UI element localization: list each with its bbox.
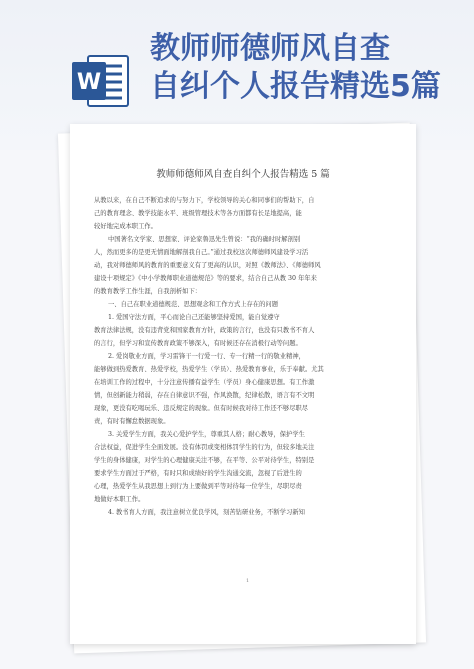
document-body	[94, 194, 394, 519]
paragraph-line: 动，我对师德师风的教育的重要意义有了更高的认识，对照《教师法》、《师德师风	[94, 262, 321, 269]
paragraph-line: 能够做到热爱教育、热爱学校，热爱学生（学员）、热爱教育事业，乐于奉献。尤其	[94, 366, 324, 373]
paragraph-line: 现象，更没有吃喝玩乐、违反规定的现象。但有时候我对待工作还不够尽职尽	[94, 405, 309, 412]
paragraph-line: 较好地完成本职工作。	[94, 223, 157, 230]
paragraph-line: 的教育教学工作生涯，自我剖析如下：	[94, 288, 202, 295]
paragraph-line: 心理，热爱学生从我思想上到行为上要做到平等对待每一位学生，尽职尽责	[94, 483, 302, 490]
paragraph-line: 4. 教书育人方面，我注意树立优良学风，刻苦钻研业务，不断学习新知	[108, 509, 305, 516]
paragraph-line: 在培训工作的过程中，十分注意传播有益学生（学员）身心健康思想。有工作激	[94, 379, 315, 386]
paragraph-line: 2. 爱岗敬业方面，学习雷锋干一行爱一行、专一行精一行的敬业精神，	[108, 353, 305, 360]
word-logo-letter: W	[76, 70, 102, 95]
banner-title	[150, 30, 460, 106]
banner-title-line-1: 教师师德师风自查	[150, 31, 390, 66]
word-document-icon	[70, 50, 132, 112]
paragraph-line: 1. 爱国守法方面，平心而论自己还能够坚持爱国，能自觉遵守	[108, 314, 280, 321]
paragraph-line: 地做好本职工作。	[94, 496, 145, 503]
paragraph-line: 中国著名文学家、思想家、评论家鲁迅先生曾说：“我的确时时解剖别	[108, 236, 301, 243]
paragraph-line: 的言行，但学习和宣传教育政策不够深入，有时候还存在消极行动等问题。	[94, 340, 302, 347]
banner-title-line-2: 自纠个人报告精选5篇	[150, 69, 441, 104]
paragraph-line: 责，有时有懈怠数据现象。	[94, 418, 170, 425]
paragraph-line: 己的教育理念、教学技能水平、班级管理技术等各方面都有长足地提高，能	[94, 210, 302, 217]
paragraph-line: 建设十项规定》《中小学教师职业道德规范》等的要求，结合自己从教 30 年年来	[94, 275, 317, 282]
paragraph-line: 从教以来，在自己不断追求的与努力下，学校领导的关心和同事们的帮助下，自	[94, 197, 315, 204]
paragraph-line: 要求学生方面过于严格，有时只和成绩好的学生沟通交流，忽视了后进生的	[94, 470, 302, 477]
paragraph-line: 一、自己在职业道德规范、思想观念和工作方式上存在的问题	[108, 301, 279, 308]
paragraph-line: 教育法律法规，没有违背党和国家教育方针，政策的言行，也没有只教书不育人	[94, 327, 315, 334]
paragraph-line: 学生的身体健康，对学生的心理健康关注不够，在平等、公平对待学生，特别是	[94, 457, 315, 464]
document-page	[70, 124, 416, 644]
page-number: 1	[246, 578, 250, 584]
paragraph-line: 3. 关爱学生方面，我关心爱护学生，尊重其人格；耐心教导，保护学生	[108, 431, 305, 438]
paragraph-line: 合法权益，促进学生全面发展。没有体罚或变相体罚学生的行为，但较多地关注	[94, 444, 315, 451]
document-title: 教师师德师风自查自纠个人报告精选 5 篇	[156, 169, 330, 180]
paragraph-line: 人，然而更多的是更无情面地解剖我自己。”通过我校这次师德师风建设学习活	[94, 249, 309, 256]
paragraph-line: 情，但创新能力稍弱，存在自律意识不强，作风涣散，纪律松散，语言有不文明	[94, 392, 315, 399]
